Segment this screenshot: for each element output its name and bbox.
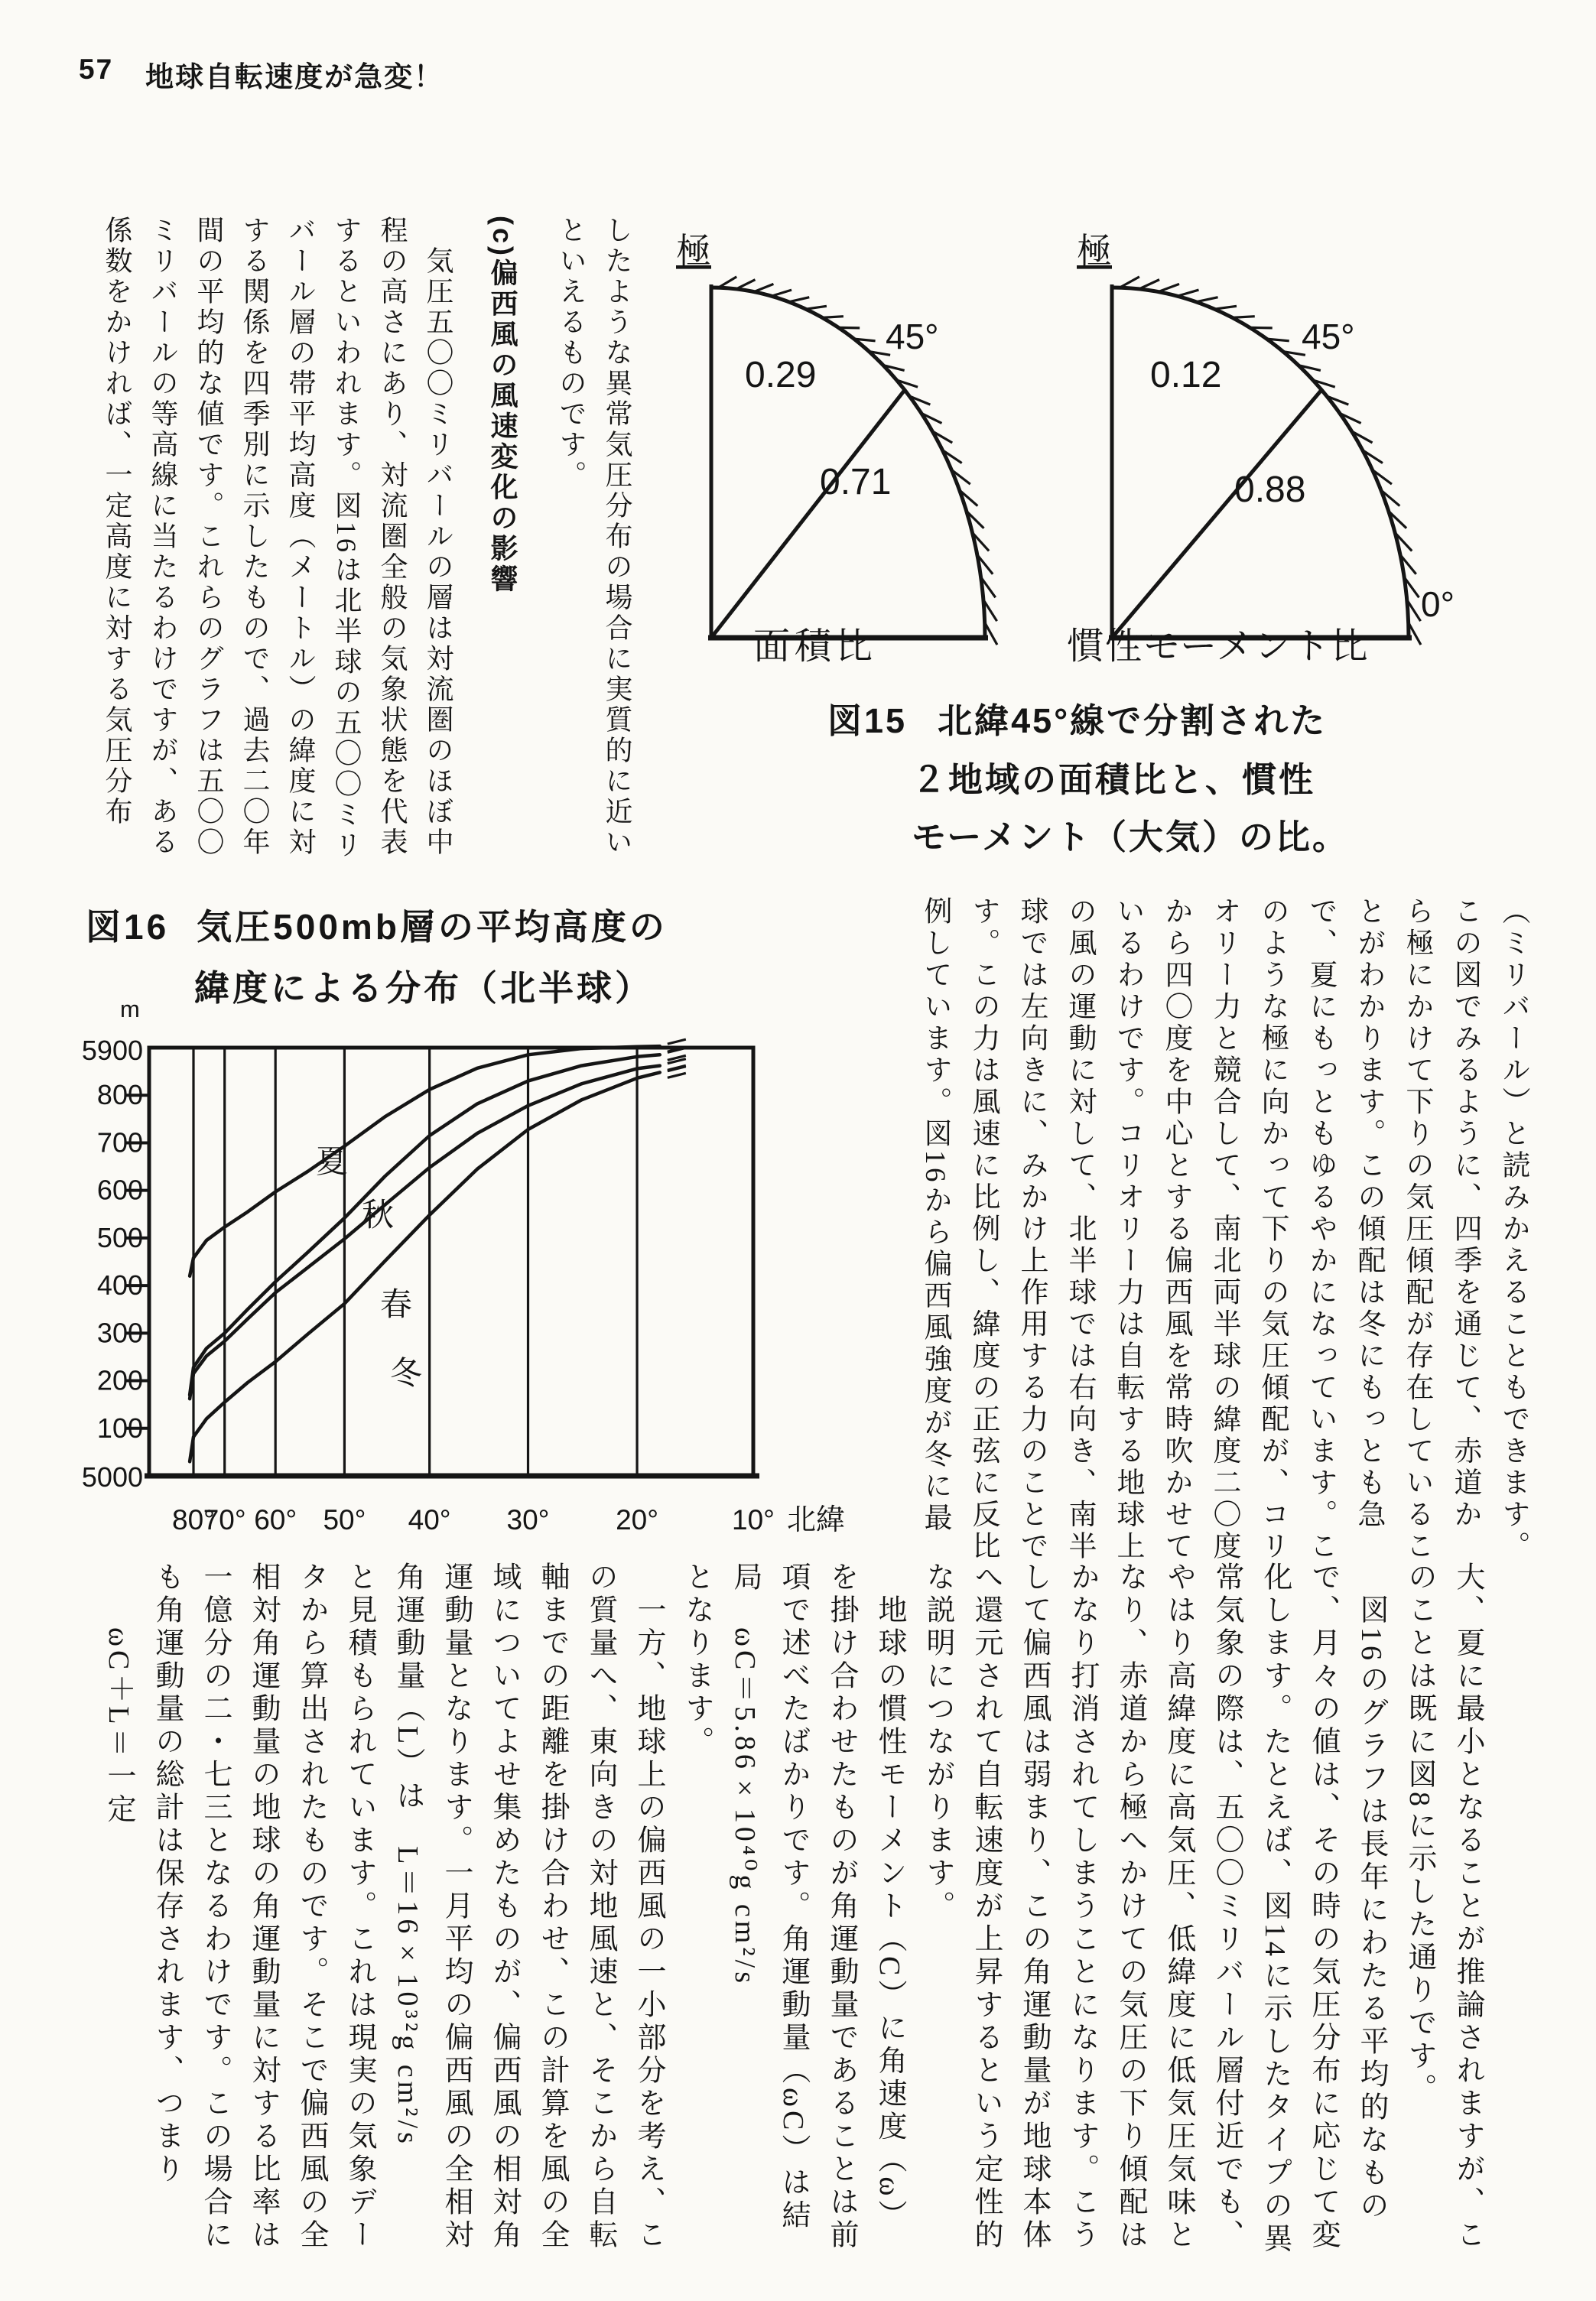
hatch-tick	[1120, 277, 1139, 288]
text-column: する関係を四季別に示したもので、過去二〇年	[239, 216, 270, 858]
split-45deg-line	[711, 390, 905, 638]
text-column: を掛け合わせたものが角運動量であることは前	[825, 1562, 857, 2252]
hatch-marks	[718, 277, 997, 645]
text-column: 一億分の二・七三となるわけです。この場合に	[199, 1562, 231, 2252]
text-column: 項で述べたばかりです。角運動量（ωC）は結	[777, 1562, 809, 2233]
y-axis-tick-label: 800	[96, 1079, 143, 1111]
text-column: なり、赤道から極へかけての気圧の下り傾配は	[1114, 1562, 1146, 2252]
figure15-caption-line1	[827, 693, 1327, 743]
figure16-label: 図16	[86, 907, 170, 947]
text-column: オリー力と競合して、南北両半球の緯度二〇度	[1208, 896, 1240, 1563]
text-column: とがわかります。この傾配は冬にもっとも急	[1353, 896, 1384, 1531]
season-curve	[190, 1072, 660, 1461]
hatch-tick	[754, 284, 774, 291]
text-column: で、月々の値は、その時の気圧分布に応じて変	[1307, 1562, 1339, 2252]
y-axis-tick-label: 300	[96, 1317, 143, 1349]
text-column: やはり高緯度に高気圧、低緯度に低気圧気味と	[1162, 1562, 1195, 2252]
x-axis-tick-label: 30°	[506, 1504, 550, 1536]
text-column: 一方、地球上の偏西風の一小部分を考え、こ	[632, 1562, 665, 2252]
text-column: 相対角運動量の地球の角運動量に対する比率は	[247, 1562, 279, 2252]
figure16-title-text1: 気圧500mb層の平均高度の	[197, 907, 668, 947]
x-axis-title: 北緯	[787, 1504, 846, 1536]
text-column: 間の平均的な値です。これらのグラフは五〇〇	[193, 216, 224, 858]
hatch-tick	[822, 317, 844, 318]
upper-sector-value: 0.29	[745, 355, 817, 395]
text-column: で、夏にもっともゆるやかになっています。こ	[1305, 896, 1336, 1563]
figure15-moment-ratio-diagram	[1065, 213, 1508, 671]
text-column: の風の運動に対して、北半球では右向き、南半	[1064, 896, 1095, 1563]
angle-45-label: 45°	[1302, 317, 1355, 356]
text-column: と見積もられています。これは現実の気象デー	[343, 1562, 375, 2252]
x-axis-tick-label: 80°	[172, 1504, 215, 1536]
text-column: ωC＋L＝一定	[102, 1562, 135, 1827]
text-column: かなり打消されてしまうことになります。こう	[1066, 1562, 1098, 2252]
hatch-marks	[1120, 277, 1421, 645]
x-axis-tick-label: 40°	[408, 1504, 451, 1536]
season-curve	[190, 1055, 660, 1395]
text-column: するといわれます。図16は北半球の五〇〇ミリ	[331, 216, 362, 861]
figure15-caption-line3: モーメント（大気）の比。	[912, 817, 1349, 856]
text-column: のような極に向かって下りの気圧傾配が、コリ	[1256, 896, 1288, 1563]
curve-end-break-mark	[668, 1073, 686, 1077]
figure15-caption-text1: 北緯45°線で分割された	[938, 701, 1328, 740]
hatch-tick	[1214, 306, 1237, 309]
text-column: 地球の慣性モーメント（C）に角速度（ω）	[873, 1562, 905, 2233]
y-axis-tick-label: 5900	[81, 1035, 143, 1066]
page-header	[79, 54, 444, 95]
text-column: 程の高さにあり、対流圏全般の気象状態を代表	[377, 216, 408, 858]
y-axis-unit-label: m	[120, 996, 140, 1022]
figure15-area-ratio-diagram	[664, 213, 1023, 671]
x-axis-tick-label: 70°	[203, 1504, 246, 1536]
moment-ratio-caption: 慣性モーメント比	[1067, 626, 1370, 667]
hatch-tick	[718, 277, 736, 288]
x-axis-tick-label: 20°	[616, 1504, 659, 1536]
season-curve-label: 春	[380, 1288, 413, 1323]
pole-label: 極	[1077, 232, 1112, 271]
hatch-tick	[806, 306, 827, 309]
figure15-caption-line2: ２地域の面積比と、慣性	[912, 760, 1316, 799]
text-column: したような異常気圧分布の場合に実質的に近い	[602, 216, 632, 858]
text-column: 角運動量（L）は L＝16×10³²g cm²/s	[392, 1562, 424, 2147]
season-curve-label: 秋	[362, 1198, 395, 1233]
season-curve-label: 冬	[390, 1357, 423, 1392]
text-column: (c)偏西風の風速変化の影響	[487, 216, 518, 595]
text-column: いるわけです。コリオリー力は自転する地球上	[1112, 896, 1143, 1563]
text-column: ら極にかけて下りの気圧傾配が存在しているこ	[1401, 896, 1432, 1563]
split-45deg-line	[1112, 390, 1321, 638]
body-text-block-bottom	[90, 1562, 1491, 2297]
text-column: す。この力は風速に比例し、緯度の正弦に反比	[967, 896, 999, 1563]
hatch-tick	[772, 290, 791, 296]
text-column: バール層の帯平均高度（メートル）の緯度に対	[285, 216, 316, 858]
page-number: 57	[79, 54, 114, 85]
y-axis-tick-label: 200	[96, 1364, 143, 1396]
text-column: 例しています。図16から偏西風強度が冬に最	[919, 896, 951, 1535]
hatch-tick	[1139, 280, 1159, 289]
text-column: 運動量となります。一月平均の偏西風の全相対	[440, 1562, 472, 2252]
upper-sector-value: 0.12	[1150, 355, 1222, 395]
figure16-line-chart	[73, 1016, 899, 1612]
text-column: 大、夏に最小となることが推論されますが、こ	[1451, 1562, 1484, 2252]
text-column: 図16のグラフは長年にわたる平均的なもの	[1355, 1562, 1387, 2223]
text-column: 気圧五〇〇ミリバールの層は対流圏のほぼ中	[423, 216, 453, 858]
angle-45-label: 45°	[886, 317, 939, 356]
hatch-tick	[736, 280, 756, 289]
season-curve-label: 夏	[316, 1145, 349, 1180]
hatch-tick	[1159, 284, 1179, 291]
header-title: 地球自転速度が急変！	[145, 61, 444, 93]
text-column: から四〇度を中心とする偏西風を常時吹かせて	[1160, 896, 1191, 1563]
hatch-tick	[1177, 290, 1198, 296]
figure16-title-line1	[86, 899, 668, 950]
pole-label: 極	[676, 232, 711, 271]
y-axis-tick-label: 500	[96, 1221, 143, 1253]
x-axis-tick-label: 10°	[732, 1504, 775, 1536]
season-curve	[190, 1066, 660, 1399]
hatch-tick	[788, 297, 809, 302]
lower-sector-value: 0.88	[1234, 470, 1306, 510]
equator-0deg-label: 0°	[1421, 584, 1455, 624]
text-column: も角運動量の総計は保存されます、つまり	[151, 1562, 183, 2186]
text-column: 化します。たとえば、図14に示したタイプの異	[1259, 1562, 1291, 2256]
body-text-block-mid-right	[910, 896, 1537, 1600]
y-axis-tick-label: 600	[96, 1174, 143, 1206]
text-column: となります。	[681, 1562, 713, 1759]
plot-frame	[149, 1048, 753, 1476]
y-axis-tick-label: 700	[96, 1126, 143, 1159]
y-axis-tick-label: 100	[96, 1412, 143, 1444]
text-column: な説明につながります。	[922, 1562, 954, 1923]
text-column: 球では左向きに、みかけ上作用する力のことで	[1016, 896, 1047, 1563]
body-text-block-top-left	[96, 216, 640, 904]
curve-end-break-mark	[668, 1039, 686, 1044]
text-column: して偏西風は弱まり、この角運動量が地球本体	[1018, 1562, 1050, 2252]
figure16-title-line2: 緯度による分布（北半球）	[194, 968, 653, 1008]
area-ratio-caption: 面積比	[753, 626, 878, 667]
text-column: 軸までの距離を掛け合わせ、この計算を風の全	[536, 1562, 568, 2252]
text-column: ミリバールの等高線に当たるわけですが、ある	[148, 216, 178, 858]
text-column: （ミリバール）と読みかえることもできます。	[1497, 896, 1529, 1563]
y-axis-tick-label: 5000	[81, 1461, 143, 1493]
text-column: 域についてよせ集めたものが、偏西風の相対角	[488, 1562, 520, 2252]
text-column: 常気象の際は、五〇〇ミリバール層付近でも、	[1211, 1562, 1243, 2252]
y-axis-tick-label: 400	[96, 1269, 143, 1302]
text-column: へ還元されて自転速度が上昇するという定性的	[970, 1562, 1002, 2252]
figure15-label: 図15	[827, 701, 908, 740]
hatch-tick	[1196, 297, 1218, 302]
text-column: 局 ωC＝5.86×10⁴⁰g cm²/s	[729, 1562, 761, 1987]
text-column: のことは既に図8に示した通りです。	[1403, 1562, 1435, 2106]
lower-sector-value: 0.71	[820, 462, 892, 502]
text-column: この図でみるように、四季を通じて、赤道か	[1449, 896, 1481, 1531]
text-column: といえるものです。	[556, 216, 587, 491]
hatch-tick	[1232, 317, 1254, 318]
text-column: タから算出されたものです。そこで偏西風の全	[295, 1562, 327, 2252]
x-axis-tick-label: 60°	[254, 1504, 297, 1536]
x-axis-tick-label: 50°	[323, 1504, 366, 1536]
text-column: の質量へ、東向きの対地風速と、そこから自転	[584, 1562, 616, 2252]
text-column: 係数をかければ、一定高度に対する気圧分布	[102, 216, 132, 827]
